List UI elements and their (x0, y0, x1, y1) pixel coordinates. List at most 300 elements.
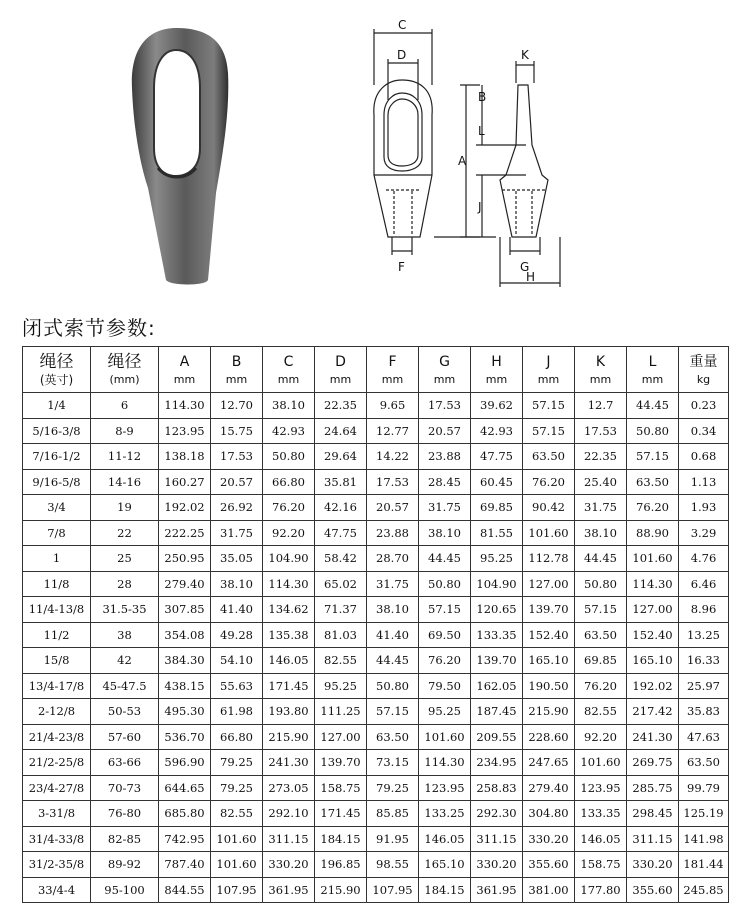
table-cell: 217.42 (627, 699, 679, 725)
table-cell: 20.57 (211, 469, 263, 495)
table-cell: 101.60 (211, 852, 263, 878)
table-row (23, 648, 729, 674)
table-cell: 25.40 (575, 469, 627, 495)
table-cell: 152.40 (523, 622, 575, 648)
table-cell: 596.90 (159, 750, 211, 776)
table-cell: 60.45 (471, 469, 523, 495)
table-cell: 99.79 (679, 775, 729, 801)
header-h: H mm (471, 347, 523, 393)
header-k: K mm (575, 347, 627, 393)
table-cell: 29.64 (315, 444, 367, 470)
section-title: 闭式索节参数: (22, 316, 156, 340)
table-cell: 158.75 (575, 852, 627, 878)
table-cell: 42.93 (263, 418, 315, 444)
table-header-row (23, 347, 729, 393)
table-cell: 3/4 (23, 495, 91, 521)
table-cell: 31.75 (419, 495, 471, 521)
table-cell: 38.10 (575, 520, 627, 546)
table-cell: 33/4-4 (23, 877, 91, 903)
table-row (23, 877, 729, 903)
table-cell: 90.42 (523, 495, 575, 521)
table-row (23, 622, 729, 648)
table-cell: 31/4-33/8 (23, 826, 91, 852)
table-cell: 361.95 (471, 877, 523, 903)
table-cell: 139.70 (523, 597, 575, 623)
table-cell: 35.05 (211, 546, 263, 572)
table-cell: 158.75 (315, 775, 367, 801)
table-cell: 22.35 (315, 393, 367, 419)
table-cell: 57.15 (523, 418, 575, 444)
table-cell: 6 (91, 393, 159, 419)
table-cell: 107.95 (211, 877, 263, 903)
table-cell: 135.38 (263, 622, 315, 648)
table-cell: 79.25 (367, 775, 419, 801)
table-row (23, 801, 729, 827)
table-cell: 354.08 (159, 622, 211, 648)
table-cell: 24.64 (315, 418, 367, 444)
table-cell: 89-92 (91, 852, 159, 878)
table-cell: 192.02 (627, 673, 679, 699)
table-cell: 184.15 (419, 877, 471, 903)
table-cell: 88.90 (627, 520, 679, 546)
table-cell: 31.75 (367, 571, 419, 597)
table-cell: 82-85 (91, 826, 159, 852)
table-row (23, 546, 729, 572)
table-cell: 76.20 (419, 648, 471, 674)
table-cell: 63.50 (679, 750, 729, 776)
table-cell: 14.22 (367, 444, 419, 470)
table-cell: 50.80 (263, 444, 315, 470)
table-cell: 2-12/8 (23, 699, 91, 725)
table-cell: 7/8 (23, 520, 91, 546)
table-cell: 57.15 (523, 393, 575, 419)
table-cell: 0.68 (679, 444, 729, 470)
table-cell: 165.10 (627, 648, 679, 674)
table-cell: 47.63 (679, 724, 729, 750)
table-cell: 41.40 (367, 622, 419, 648)
table-cell: 23.88 (419, 444, 471, 470)
dim-label-b: B (478, 90, 487, 104)
table-cell: 273.05 (263, 775, 315, 801)
table-cell: 241.30 (263, 750, 315, 776)
dim-label-g: G (520, 260, 530, 274)
table-cell: 50.80 (419, 571, 471, 597)
table-cell: 45-47.5 (91, 673, 159, 699)
table-cell: 190.50 (523, 673, 575, 699)
table-cell: 104.90 (471, 571, 523, 597)
table-cell: 38.10 (211, 571, 263, 597)
table-cell: 114.30 (263, 571, 315, 597)
table-cell: 192.02 (159, 495, 211, 521)
table-cell: 114.30 (419, 750, 471, 776)
table-cell: 91.95 (367, 826, 419, 852)
table-cell: 304.80 (523, 801, 575, 827)
table-cell: 111.25 (315, 699, 367, 725)
table-cell: 95.25 (471, 546, 523, 572)
table-cell: 13/4-17/8 (23, 673, 91, 699)
dim-label-k: K (521, 48, 529, 62)
table-cell: 101.60 (575, 750, 627, 776)
table-cell: 384.30 (159, 648, 211, 674)
table-cell: 162.05 (471, 673, 523, 699)
table-cell: 44.45 (367, 648, 419, 674)
table-cell: 742.95 (159, 826, 211, 852)
table-cell: 50-53 (91, 699, 159, 725)
header-g: G mm (419, 347, 471, 393)
header-a: A mm (159, 347, 211, 393)
table-cell: 123.95 (575, 775, 627, 801)
table-cell: 241.30 (627, 724, 679, 750)
table-cell: 50.80 (367, 673, 419, 699)
table-cell: 38.10 (263, 393, 315, 419)
table-cell: 23.88 (367, 520, 419, 546)
table-cell: 644.65 (159, 775, 211, 801)
table-cell: 107.95 (367, 877, 419, 903)
table-cell: 495.30 (159, 699, 211, 725)
table-cell: 17.53 (575, 418, 627, 444)
table-cell: 120.65 (471, 597, 523, 623)
table-cell: 165.10 (419, 852, 471, 878)
dim-label-j: J (478, 200, 482, 214)
table-cell: 184.15 (315, 826, 367, 852)
table-cell: 21/2-25/8 (23, 750, 91, 776)
table-cell: 95-100 (91, 877, 159, 903)
table-cell: 222.25 (159, 520, 211, 546)
table-cell: 50.80 (627, 418, 679, 444)
header-l: L mm (627, 347, 679, 393)
spec-table (22, 346, 729, 903)
table-cell: 146.05 (419, 826, 471, 852)
table-cell: 9/16-5/8 (23, 469, 91, 495)
table-row (23, 393, 729, 419)
table-cell: 11/2 (23, 622, 91, 648)
table-cell: 49.28 (211, 622, 263, 648)
table-cell: 28 (91, 571, 159, 597)
table-row (23, 520, 729, 546)
header-rope-inch: 绳径 (英寸) (23, 347, 91, 393)
header-j: J mm (523, 347, 575, 393)
table-cell: 298.45 (627, 801, 679, 827)
table-row (23, 418, 729, 444)
table-cell: 250.95 (159, 546, 211, 572)
table-cell: 269.75 (627, 750, 679, 776)
table-cell: 79.25 (211, 750, 263, 776)
table-cell: 16.33 (679, 648, 729, 674)
table-cell: 69.85 (471, 495, 523, 521)
table-row (23, 571, 729, 597)
table-cell: 42.16 (315, 495, 367, 521)
table-cell: 247.65 (523, 750, 575, 776)
table-cell: 12.7 (575, 393, 627, 419)
table-cell: 11-12 (91, 444, 159, 470)
table-cell: 134.62 (263, 597, 315, 623)
table-cell: 307.85 (159, 597, 211, 623)
table-cell: 0.34 (679, 418, 729, 444)
header-weight: 重量 kg (679, 347, 729, 393)
table-cell: 31.5-35 (91, 597, 159, 623)
table-cell: 65.02 (315, 571, 367, 597)
table-cell: 8.96 (679, 597, 729, 623)
table-cell: 71.37 (315, 597, 367, 623)
table-cell: 146.05 (575, 826, 627, 852)
table-cell: 38.10 (419, 520, 471, 546)
table-cell: 311.15 (263, 826, 315, 852)
dimension-diagram (350, 15, 590, 297)
table-cell: 81.55 (471, 520, 523, 546)
table-cell: 55.63 (211, 673, 263, 699)
table-cell: 63.50 (575, 622, 627, 648)
table-cell: 1 (23, 546, 91, 572)
table-cell: 25.97 (679, 673, 729, 699)
table-cell: 209.55 (471, 724, 523, 750)
table-cell: 787.40 (159, 852, 211, 878)
table-cell: 70-73 (91, 775, 159, 801)
table-cell: 23/4-27/8 (23, 775, 91, 801)
table-cell: 112.78 (523, 546, 575, 572)
table-cell: 101.60 (523, 520, 575, 546)
table-cell: 44.45 (627, 393, 679, 419)
table-row (23, 444, 729, 470)
table-row (23, 495, 729, 521)
table-cell: 92.20 (263, 520, 315, 546)
table-cell: 12.70 (211, 393, 263, 419)
table-cell: 17.53 (367, 469, 419, 495)
table-cell: 193.80 (263, 699, 315, 725)
table-cell: 141.98 (679, 826, 729, 852)
table-cell: 292.30 (471, 801, 523, 827)
table-cell: 355.60 (523, 852, 575, 878)
table-cell: 28.70 (367, 546, 419, 572)
table-cell: 245.85 (679, 877, 729, 903)
table-cell: 85.85 (367, 801, 419, 827)
table-cell: 35.83 (679, 699, 729, 725)
table-cell: 160.27 (159, 469, 211, 495)
dim-label-l: L (478, 124, 485, 138)
table-cell: 58.42 (315, 546, 367, 572)
dim-label-d: D (397, 48, 407, 62)
table-cell: 5/16-3/8 (23, 418, 91, 444)
table-row (23, 699, 729, 725)
table-cell: 63-66 (91, 750, 159, 776)
table-cell: 165.10 (523, 648, 575, 674)
table-cell: 82.55 (211, 801, 263, 827)
table-cell: 95.25 (419, 699, 471, 725)
table-cell: 76.20 (627, 495, 679, 521)
table-cell: 133.35 (575, 801, 627, 827)
table-cell: 15.75 (211, 418, 263, 444)
table-cell: 35.81 (315, 469, 367, 495)
table-cell: 196.85 (315, 852, 367, 878)
table-cell: 17.53 (211, 444, 263, 470)
table-cell: 39.62 (471, 393, 523, 419)
table-body (23, 393, 729, 903)
table-cell: 31/2-35/8 (23, 852, 91, 878)
table-cell: 76.20 (263, 495, 315, 521)
table-cell: 127.00 (315, 724, 367, 750)
table-cell: 8-9 (91, 418, 159, 444)
table-cell: 79.50 (419, 673, 471, 699)
table-cell: 311.15 (627, 826, 679, 852)
table-cell: 123.95 (159, 418, 211, 444)
table-cell: 1/4 (23, 393, 91, 419)
table-cell: 95.25 (315, 673, 367, 699)
table-cell: 11/8 (23, 571, 91, 597)
header-rope-mm: 绳径 (mm) (91, 347, 159, 393)
table-cell: 41.40 (211, 597, 263, 623)
table-cell: 21/4-23/8 (23, 724, 91, 750)
table-cell: 47.75 (471, 444, 523, 470)
table-cell: 127.00 (627, 597, 679, 623)
table-cell: 11/4-13/8 (23, 597, 91, 623)
table-row (23, 673, 729, 699)
table-cell: 215.90 (523, 699, 575, 725)
table-cell: 685.80 (159, 801, 211, 827)
table-cell: 57-60 (91, 724, 159, 750)
table-cell: 285.75 (627, 775, 679, 801)
table-cell: 44.45 (419, 546, 471, 572)
table-cell: 61.98 (211, 699, 263, 725)
table-cell: 125.19 (679, 801, 729, 827)
table-row (23, 750, 729, 776)
table-cell: 101.60 (627, 546, 679, 572)
table-cell: 42.93 (471, 418, 523, 444)
table-row (23, 775, 729, 801)
table-cell: 13.25 (679, 622, 729, 648)
table-cell: 215.90 (315, 877, 367, 903)
table-cell: 66.80 (263, 469, 315, 495)
table-cell: 234.95 (471, 750, 523, 776)
table-cell: 330.20 (263, 852, 315, 878)
table-cell: 44.45 (575, 546, 627, 572)
table-cell: 57.15 (627, 444, 679, 470)
table-cell: 26.92 (211, 495, 263, 521)
table-cell: 82.55 (315, 648, 367, 674)
table-cell: 54.10 (211, 648, 263, 674)
table-cell: 31.75 (575, 495, 627, 521)
table-cell: 139.70 (471, 648, 523, 674)
table-cell: 15/8 (23, 648, 91, 674)
table-cell: 22.35 (575, 444, 627, 470)
table-cell: 3.29 (679, 520, 729, 546)
table-cell: 152.40 (627, 622, 679, 648)
table-cell: 1.13 (679, 469, 729, 495)
table-cell: 127.00 (523, 571, 575, 597)
table-cell: 355.60 (627, 877, 679, 903)
dim-label-c: C (398, 18, 407, 32)
table-cell: 63.50 (367, 724, 419, 750)
table-cell: 146.05 (263, 648, 315, 674)
table-cell: 171.45 (315, 801, 367, 827)
table-cell: 47.75 (315, 520, 367, 546)
table-cell: 19 (91, 495, 159, 521)
table-cell: 66.80 (211, 724, 263, 750)
dim-label-h: H (526, 270, 536, 284)
table-cell: 76.20 (575, 673, 627, 699)
table-cell: 79.25 (211, 775, 263, 801)
table-cell: 133.25 (419, 801, 471, 827)
table-cell: 63.50 (627, 469, 679, 495)
table-cell: 279.40 (159, 571, 211, 597)
table-cell: 6.46 (679, 571, 729, 597)
table-cell: 361.95 (263, 877, 315, 903)
table-cell: 139.70 (315, 750, 367, 776)
table-cell: 14-16 (91, 469, 159, 495)
header-f: F mm (367, 347, 419, 393)
table-cell: 104.90 (263, 546, 315, 572)
table-cell: 9.65 (367, 393, 419, 419)
header-d: D mm (315, 347, 367, 393)
table-cell: 171.45 (263, 673, 315, 699)
table-cell: 81.03 (315, 622, 367, 648)
table-cell: 438.15 (159, 673, 211, 699)
table-cell: 181.44 (679, 852, 729, 878)
table-cell: 258.83 (471, 775, 523, 801)
table-row (23, 852, 729, 878)
product-photo (118, 18, 258, 290)
table-cell: 101.60 (211, 826, 263, 852)
table-row (23, 597, 729, 623)
dim-label-a: A (458, 154, 467, 168)
table-cell: 0.23 (679, 393, 729, 419)
table-cell: 76.20 (523, 469, 575, 495)
table-cell: 133.35 (471, 622, 523, 648)
table-cell: 7/16-1/2 (23, 444, 91, 470)
table-row (23, 724, 729, 750)
table-cell: 82.55 (575, 699, 627, 725)
table-cell: 101.60 (419, 724, 471, 750)
table-cell: 22 (91, 520, 159, 546)
table-row (23, 469, 729, 495)
table-cell: 57.15 (419, 597, 471, 623)
table-cell: 57.15 (575, 597, 627, 623)
table-cell: 69.85 (575, 648, 627, 674)
table-cell: 177.80 (575, 877, 627, 903)
table-cell: 114.30 (159, 393, 211, 419)
table-cell: 20.57 (419, 418, 471, 444)
table-cell: 38 (91, 622, 159, 648)
table-cell: 330.20 (471, 852, 523, 878)
table-cell: 3-31/8 (23, 801, 91, 827)
table-cell: 381.00 (523, 877, 575, 903)
table-cell: 17.53 (419, 393, 471, 419)
dim-label-f: F (398, 260, 405, 274)
table-cell: 187.45 (471, 699, 523, 725)
table-cell: 114.30 (627, 571, 679, 597)
table-cell: 215.90 (263, 724, 315, 750)
table-cell: 4.76 (679, 546, 729, 572)
table-cell: 28.45 (419, 469, 471, 495)
table-cell: 1.93 (679, 495, 729, 521)
table-cell: 536.70 (159, 724, 211, 750)
table-cell: 228.60 (523, 724, 575, 750)
header-b: B mm (211, 347, 263, 393)
header-c: C mm (263, 347, 315, 393)
table-cell: 279.40 (523, 775, 575, 801)
table-cell: 76-80 (91, 801, 159, 827)
table-cell: 50.80 (575, 571, 627, 597)
table-cell: 330.20 (627, 852, 679, 878)
table-cell: 63.50 (523, 444, 575, 470)
table-cell: 12.77 (367, 418, 419, 444)
table-cell: 73.15 (367, 750, 419, 776)
table-cell: 20.57 (367, 495, 419, 521)
table-cell: 138.18 (159, 444, 211, 470)
table-cell: 69.50 (419, 622, 471, 648)
table-cell: 92.20 (575, 724, 627, 750)
table-cell: 42 (91, 648, 159, 674)
table-cell: 330.20 (523, 826, 575, 852)
table-cell: 98.55 (367, 852, 419, 878)
